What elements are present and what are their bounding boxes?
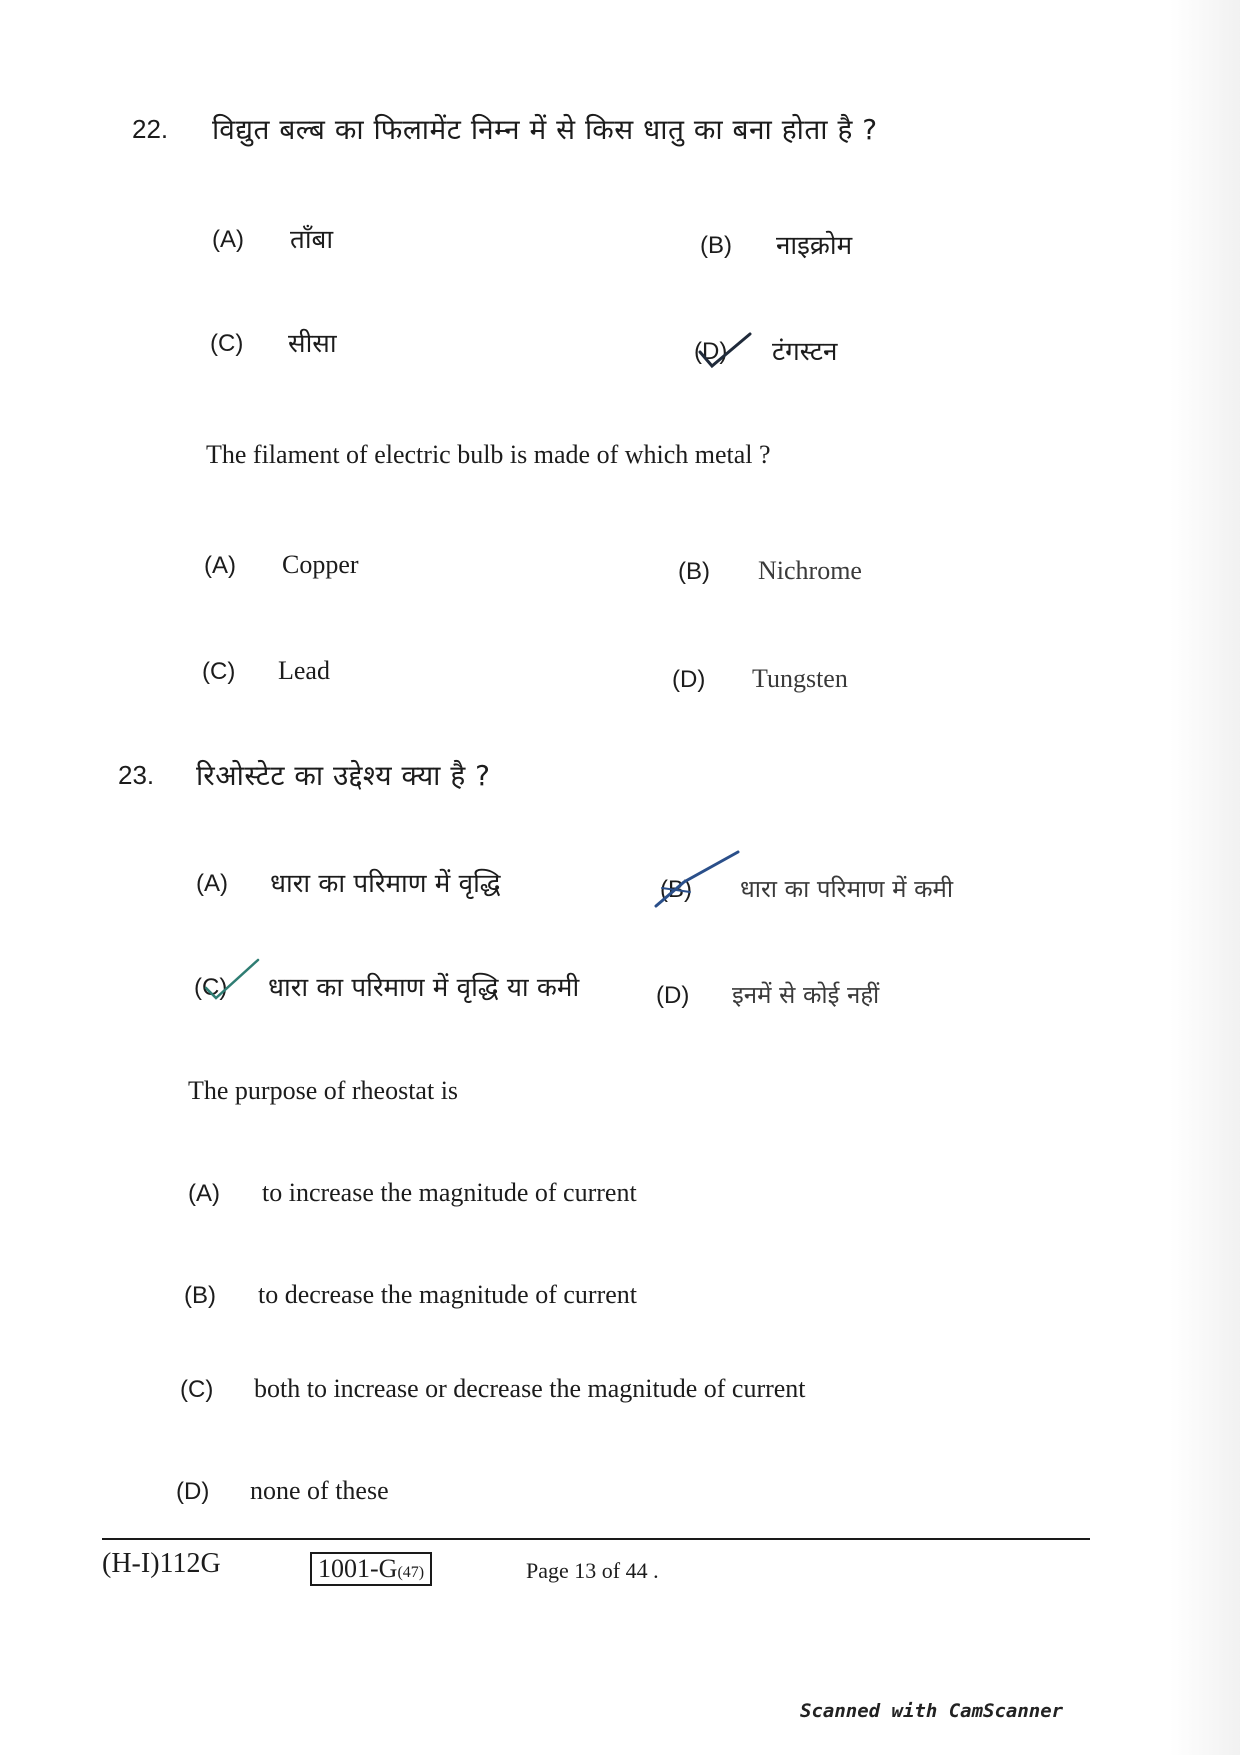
q22-h-opt-b-label: (B)	[700, 232, 732, 259]
q23-number: 23.	[118, 760, 155, 790]
footer-booklet-code-main: 1001-G	[318, 1554, 398, 1583]
q23-h-opt-c-text: धारा का परिमाण में वृद्धि या कमी	[268, 973, 580, 1003]
q22-e-opt-c-text: Lead	[278, 656, 330, 685]
footer-page-number: Page 13 of 44 .	[526, 1558, 659, 1583]
q22-number: 22.	[132, 114, 169, 144]
q23-e-opt-a-text: to increase the magnitude of current	[262, 1178, 637, 1207]
q23-secondary-tick-mark	[198, 954, 264, 1002]
scanner-stamp: Scanned with CamScanner	[800, 1700, 1064, 1722]
q23-h-opt-c-label: (C)	[194, 974, 228, 1001]
q22-h-opt-b-text: नाइक्रोम	[776, 231, 853, 261]
q23-e-opt-c-text: both to increase or decrease the magnitude of current	[254, 1374, 806, 1403]
q22-h-opt-c-label: (C)	[210, 330, 244, 357]
page-edge-shadow	[1170, 0, 1240, 1755]
q22-e-opt-a-text: Copper	[282, 550, 359, 579]
q23-h-opt-d-text: इनमें से कोई नहीं	[732, 981, 880, 1009]
q22-e-opt-d-text: Tungsten	[752, 664, 848, 693]
q22-e-opt-b-label: (B)	[678, 558, 710, 585]
q22-english-question: The filament of electric bulb is made of which metal ?	[206, 440, 771, 469]
footer-paper-code: (H-I)112G	[102, 1548, 221, 1579]
q23-answer-tick-mark	[650, 848, 746, 912]
q23-e-opt-b-label: (B)	[184, 1282, 216, 1309]
footer-booklet-code-sub: (47)	[397, 1564, 425, 1581]
footer-booklet-code	[310, 1552, 432, 1586]
q23-e-opt-c-label: (C)	[180, 1376, 214, 1403]
q22-h-opt-a-label: (A)	[212, 226, 244, 253]
q23-e-opt-b-text: to decrease the magnitude of current	[258, 1280, 637, 1309]
q23-h-opt-b-text: धारा का परिमाण में कमी	[740, 875, 954, 903]
q23-e-opt-d-text: none of these	[250, 1476, 389, 1505]
q22-e-opt-d-label: (D)	[672, 666, 706, 693]
q23-h-opt-b-label: (B)	[660, 876, 692, 903]
q23-hindi-question: रिओस्टेट का उद्देश्य क्या है ?	[196, 759, 491, 792]
q22-h-opt-d-text: टंगस्टन	[772, 337, 838, 367]
q22-hindi-question: विद्युत बल्ब का फिलामेंट निम्न में से किस धातु का बना होता है ?	[212, 113, 878, 146]
q23-english-question: The purpose of rheostat is	[188, 1076, 459, 1105]
q23-e-opt-d-label: (D)	[176, 1478, 210, 1505]
q23-h-opt-d-label: (D)	[656, 982, 690, 1009]
q22-e-opt-a-label: (A)	[204, 552, 236, 579]
q22-e-opt-b-text: Nichrome	[758, 556, 862, 585]
q22-h-opt-d-label: (D)	[694, 338, 728, 365]
q22-h-opt-c-text: सीसा	[288, 329, 337, 359]
q23-h-opt-a-label: (A)	[196, 870, 228, 897]
q22-answer-tick-mark	[694, 330, 754, 370]
q22-h-opt-a-text: ताँबा	[290, 225, 334, 255]
footer-divider	[102, 1538, 1090, 1540]
q23-h-opt-a-text: धारा का परिमाण में वृद्धि	[270, 869, 501, 899]
q22-e-opt-c-label: (C)	[202, 658, 236, 685]
q23-e-opt-a-label: (A)	[188, 1180, 220, 1207]
